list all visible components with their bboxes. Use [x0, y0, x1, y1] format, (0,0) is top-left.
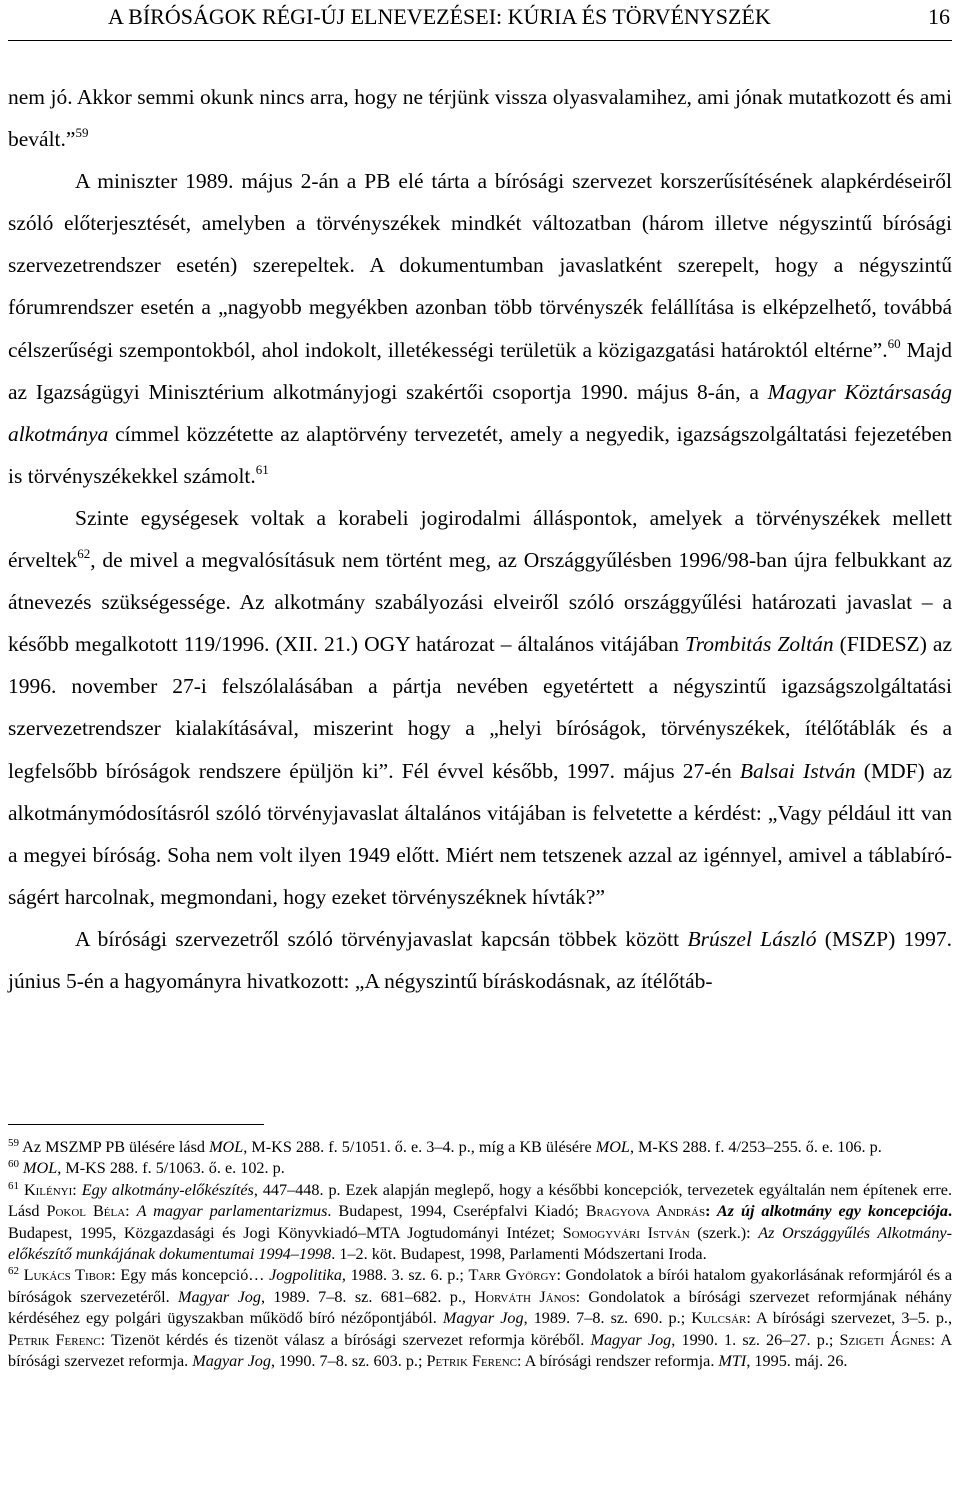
italic-text: Magyar Jog: [192, 1352, 271, 1371]
text-run: : Gondolatok a bírósági szervezet reformjának néhány kérdéséhez egy polgári ügyszakban működő bíró nézőpontjából.: [8, 1287, 953, 1328]
text-run: : A bírósági rendszer reformja.: [517, 1352, 719, 1371]
text-run: , 1988. 3. sz. 6. p.;: [341, 1266, 469, 1285]
italic-text: Magyar Jog: [177, 1287, 261, 1306]
author-name: Bragyova András: [585, 1202, 706, 1221]
text-run: , 1990. 1. sz. 26–27. p.;: [671, 1330, 840, 1349]
footnote-59: [8, 1137, 952, 1158]
author-name: Szigeti Ágnes: [839, 1330, 931, 1349]
text-run: A bírósági szervezetről szóló törvényjavaslat kapcsán többek között: [75, 926, 688, 951]
author-name: Pokol Béla: [46, 1202, 126, 1221]
footnote-ref-62[interactable]: 62: [77, 546, 91, 562]
text-run: , de mivel a megvalósításuk nem történt meg, az Országgyűlésben 1996/98-ban újra felbukkant az átnevezés szükségessége. Az alkotmány szabályozási elveiről szóló országgyűlési határozati javaslat – a később megalkotott 119/1996. (XII. 21.) OGY határozat – általános vitájában: [8, 548, 952, 657]
text-run: . 1–2. köt. Budapest, 1998, Parlamenti Módszertani Iroda.: [331, 1245, 707, 1264]
text-run: . Budapest, 1994, Cserépfalvi Kiadó;: [327, 1202, 586, 1221]
text-run: , 1995. máj. 26.: [746, 1352, 848, 1371]
italic-title: Magyar Köztársaság alkotmánya: [8, 379, 952, 446]
paragraph-4: [8, 918, 952, 1002]
footnote-60: [8, 1158, 952, 1179]
footnote-62: [8, 1265, 952, 1372]
page-number: 16: [928, 4, 950, 29]
italic-text: Egy alkotmány-előkészítés: [81, 1180, 254, 1199]
italic-name: Balsai István: [739, 758, 856, 783]
text-run: Szinte egységesek voltak a korabeli jogirodalmi álláspontok, amelyek a törvényszékek mellett érveltek: [8, 505, 952, 573]
paragraph-1: [8, 76, 952, 160]
footnote-ref-61[interactable]: 61: [255, 461, 269, 477]
paragraph-3: [8, 497, 952, 918]
author-name: Petrik Ferenc: [426, 1352, 518, 1371]
paragraph-2: [8, 160, 952, 497]
footnote-number: 59: [8, 1137, 19, 1149]
footnote-ref-60[interactable]: 60: [887, 335, 901, 351]
main-text: [8, 76, 952, 1002]
text-run: : A bírósági szervezet reformja.: [8, 1330, 953, 1371]
footnote-ref-59[interactable]: 59: [75, 125, 89, 141]
italic-name: Trombitás Zoltán: [684, 632, 834, 657]
text-run: A miniszter 1989. május 2-án a PB elé tárta a bírósági szervezet korszerűsítésének alapkérdéseiről szóló előterjesztését, amelyben a törvényszékek mindkét változatban (három illetve négyszintű bírósági szervezetrendszer esetén) szerepeltek. A dokumentumban javaslatként szerepelt, hogy a négyszintű fórumrendszer esetén a „nagyobb megyékben azonban több törvényszék felállítása is elképzelhető, továbbá célszerűségi szempontokból, ahol indokolt, illetékességi területük a közigazgatási határoktól eltérne”.: [8, 169, 952, 362]
text-run: Budapest, 1995, Közgazdasági és Jogi Könyvkiadó–MTA Jogtudományi Intézet;: [8, 1223, 563, 1242]
author-name: Petrik Ferenc: [8, 1330, 101, 1349]
bold-text: :: [705, 1202, 711, 1221]
author-name: Lukács Tibor: [23, 1266, 112, 1285]
text-run: , M-KS 288. f. 5/1051. ő. e. 3–4. p., míg a KB ülésére: [243, 1138, 596, 1156]
italic-text: Magyar Jog: [442, 1309, 524, 1328]
italic-text: MOL: [595, 1138, 630, 1156]
text-run: (FIDESZ) az 1996. november 27-i felszólalásában a pártja nevében egyetértett a négyszintű igazságszolgáltatási szervezetrendszer kialakításával, miszerint hogy a „helyi bíróságok, törvényszékek, ítélőtáblák és a legfelsőbb bíróságok rendszere épüljön ki”. Fél évvel később, 1997. május 27-én: [8, 632, 952, 783]
text-run: Az MSZMP PB ülésére lásd: [19, 1138, 210, 1156]
running-header: [8, 0, 952, 41]
text-run: , 1990. 7–8. sz. 603. p.;: [270, 1352, 427, 1371]
italic-text: Az új alkotmány egy koncepciója: [710, 1202, 948, 1221]
italic-text: Az Országgyűlés Alkotmány-előkészítő munkájának dokumentumai 1994–1998: [8, 1223, 952, 1264]
italic-text: Magyar Jog: [590, 1330, 672, 1349]
text-run: , 1989. 7–8. sz. 681–682. p.,: [260, 1287, 475, 1306]
text-run: , M-KS 288. f. 5/1063. ő. e. 102. p.: [57, 1159, 285, 1178]
text-run: , 447–448. p. Ezek alapján meglepő, hogy a későbbi koncepciók, tervezetek egyáltalán nem építenek erre. Lásd: [8, 1180, 953, 1221]
text-run: :: [72, 1180, 82, 1199]
text-run: címmel közzétette az alaptörvény tervezetét, amely a negyedik, igazságszolgáltatási fejezetében is törvényszékekkel számolt.: [8, 421, 952, 488]
text-run: (MSZP) 1997. június 5-én a hagyományra hivatkozott: „A négyszintű bíráskodásnak, az ítélőtáb-: [8, 926, 952, 993]
italic-text: Jogpolitika: [269, 1266, 342, 1285]
italic-text: MOL: [209, 1138, 244, 1156]
footnote-61: [8, 1180, 952, 1266]
author-name: Horváth János: [474, 1287, 576, 1306]
author-name: Kilényi: [23, 1180, 73, 1199]
text-run: (MDF) az alkotmánymódosításról szóló törvényjavaslat általános vitájában is felvetette a kérdést: „Vagy például itt van a megyei bíróság. Soha nem volt ilyen 1949 előtt. Miért nem tetszenek azzal az igénnyel, amivel a táblabíróságért harcolnak, megmondani, hogy ezeket törvényszéknek hívták?”: [8, 758, 952, 909]
text-run: Majd az Igazságügyi Minisztérium alkotmányjogi szakértői csoportja 1990. május 8-án, a: [8, 337, 952, 404]
italic-text: A magyar parlamentarizmus: [136, 1202, 328, 1221]
italic-name: Brúszel László: [687, 926, 817, 951]
text-run: : A bírósági szervezet, 3–5. p.,: [746, 1309, 953, 1328]
text-run: : Tizenöt kérdés és tizenöt válasz a bírósági szervezet reformja köréből.: [100, 1330, 591, 1349]
text-run: , M-KS 288. f. 4/253–255. ő. e. 106. p.: [629, 1138, 882, 1156]
text-run: : Gondolatok a bírói hatalom gyakorlásának reformjáról és a bíróságok szervezetéről.: [8, 1266, 953, 1306]
header-title: A BÍRÓSÁGOK RÉGI-ÚJ ELNEVEZÉSEI: KÚRIA ÉS TÖRVÉNYSZÉK: [108, 4, 771, 29]
text-run: nem jó. Akkor semmi okunk nincs arra, hogy ne térjünk vissza olyasvalamihez, ami jónak mutatkozott és ami bevált.”: [8, 85, 952, 152]
author-name: Kulcsár: [691, 1309, 747, 1328]
bold-text: .: [947, 1202, 953, 1221]
author-name: Somogyvári István: [562, 1223, 690, 1242]
footnote-separator: [8, 1124, 264, 1125]
footnote-number: 61: [8, 1179, 19, 1192]
italic-text: MOL: [23, 1159, 58, 1178]
text-run: :: [125, 1202, 137, 1221]
italic-text: MTI: [718, 1352, 747, 1371]
text-run: , 1989. 7–8. sz. 690. p.;: [523, 1309, 692, 1328]
text-run: : Egy más koncepció…: [111, 1266, 270, 1285]
text-run: (szerk.):: [689, 1223, 759, 1242]
footnote-number: 60: [8, 1158, 19, 1171]
footnote-number: 62: [8, 1265, 19, 1278]
author-name: Tarr György: [468, 1266, 557, 1285]
footnotes: [8, 1137, 952, 1372]
